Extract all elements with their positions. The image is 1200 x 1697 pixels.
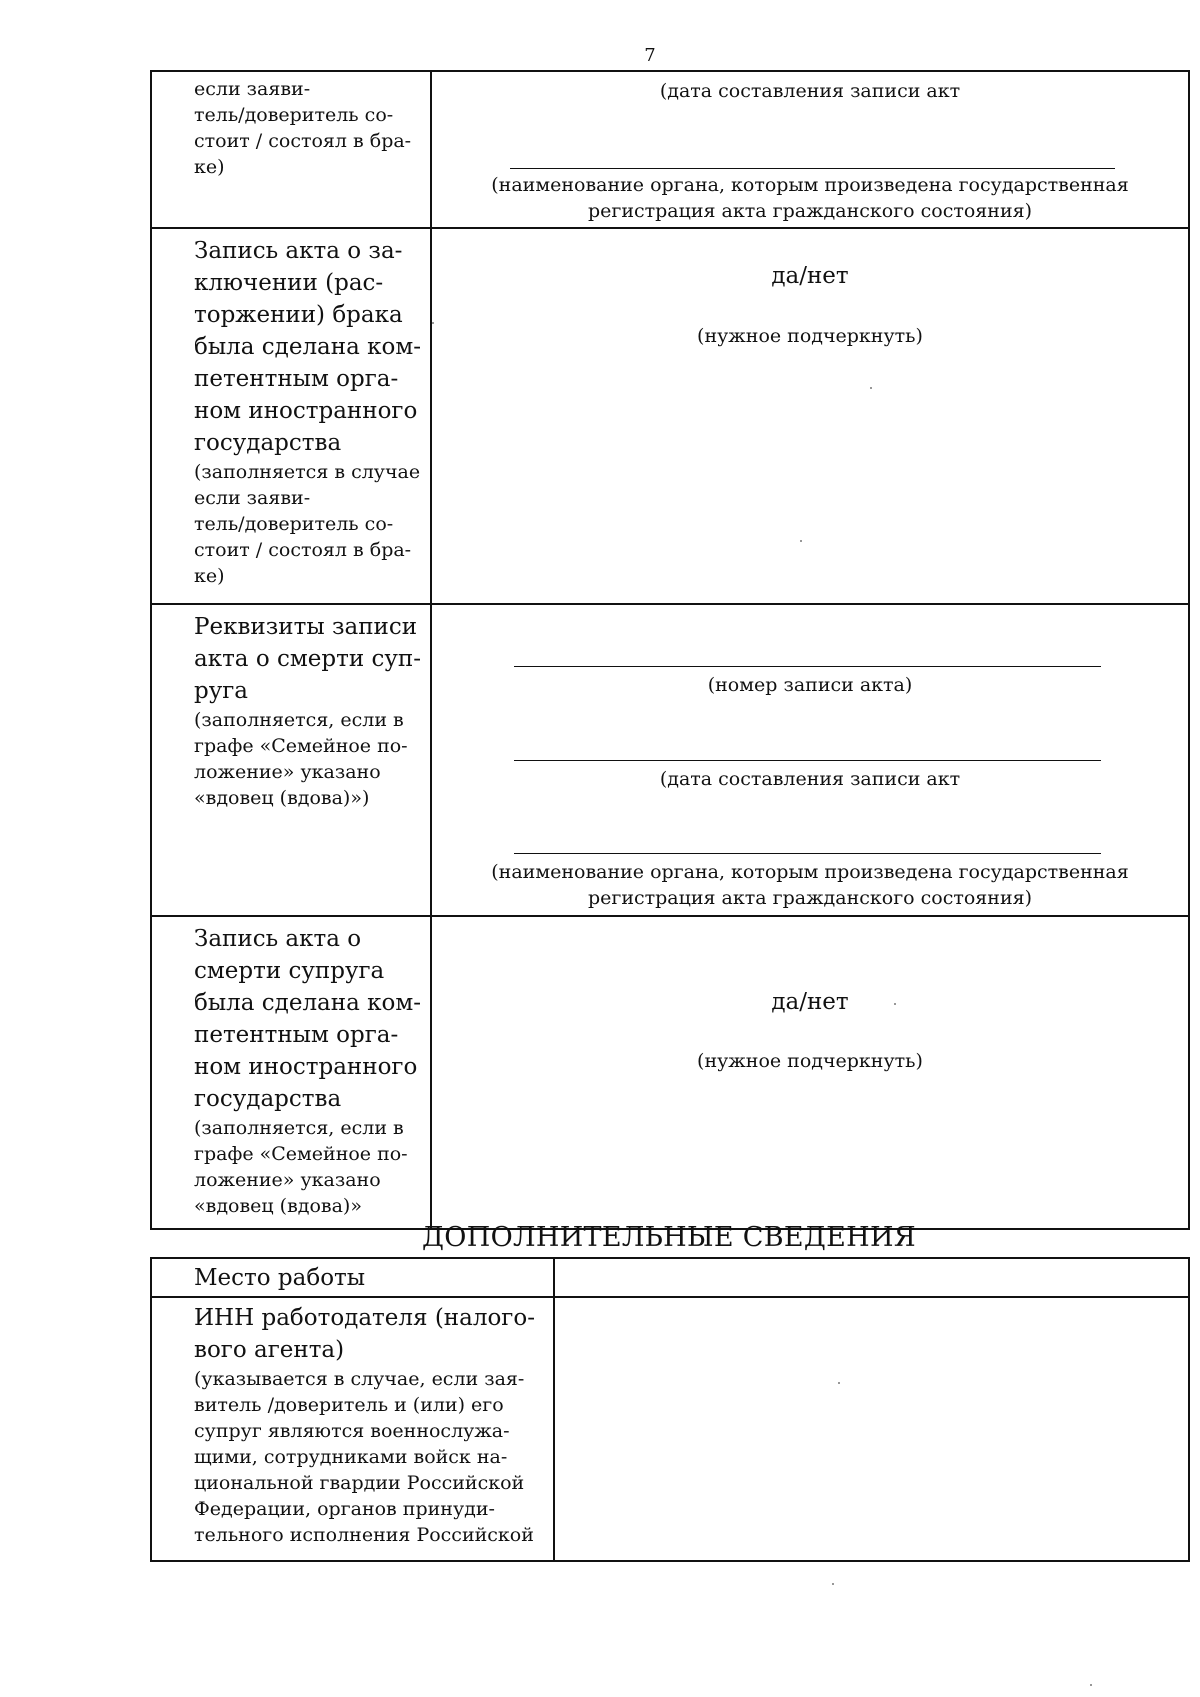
table-row-spouse-death-record-foreign	[152, 917, 1188, 1228]
label-note-line: (заполняется, если в	[194, 1117, 404, 1139]
label-line: акта о смерти суп-	[194, 646, 421, 672]
label-note-line: графе «Семейное по-	[194, 735, 408, 757]
label-note-line: Федерации, органов принуди-	[194, 1498, 495, 1520]
label-line: была сделана ком-	[194, 990, 422, 1016]
label-note-line: тельного исполнения Российской	[194, 1524, 534, 1546]
row-value	[432, 917, 1188, 1228]
scan-speck	[838, 1382, 840, 1384]
label-line: вого агента)	[194, 1337, 345, 1363]
label-line: Запись акта о за-	[194, 238, 403, 264]
label-note-line: тель/доверитель со-	[194, 513, 394, 535]
yes-no-option[interactable]: да/нет	[771, 989, 849, 1015]
scan-speck	[832, 1583, 834, 1585]
act-date-caption: (дата составления записи акт	[659, 80, 961, 102]
label-line: государства	[194, 1086, 342, 1112]
label-line: Реквизиты записи	[194, 614, 418, 640]
label-line: ном иностранного	[194, 398, 418, 424]
label-note-line: ложение» указано	[194, 1169, 381, 1191]
label-note-line: если заяви-	[194, 487, 311, 509]
authority-caption-line: (наименование органа, которым произведена государственная	[491, 861, 1129, 883]
label-line: смерти супруга	[194, 958, 385, 984]
label-note-line: (указывается в случае, если зая-	[194, 1368, 525, 1390]
label-line: ном иностранного	[194, 1054, 418, 1080]
label-note-line: (заполняется, если в	[194, 709, 404, 731]
authority-caption-line: регистрация акта гражданского состояния)	[587, 200, 1033, 222]
table-row-marriage-record-details	[152, 72, 1188, 229]
label-note-line: «вдовец (вдова)»)	[194, 787, 370, 809]
scan-speck	[870, 387, 872, 389]
additional-info-table	[150, 1257, 1190, 1562]
label-line: Запись акта о	[194, 926, 362, 952]
record-number-caption: (номер записи акта)	[707, 674, 913, 696]
label-note-line: стоит / состоял в бра-	[194, 539, 412, 561]
scan-speck	[1090, 1684, 1092, 1686]
label-line: ключении (рас-	[194, 270, 384, 296]
label-line: государства	[194, 430, 342, 456]
label-note-line: ложение» указано	[194, 761, 381, 783]
label-line: петентным орга-	[194, 1022, 399, 1048]
label-note-line: ке)	[194, 156, 225, 178]
authority-name-field[interactable]	[510, 168, 1115, 169]
label-note-line: щими, сотрудниками войск на-	[194, 1446, 508, 1468]
row-value	[432, 72, 1188, 227]
label-note-line: (заполняется в случае	[194, 461, 421, 483]
label-line: руга	[194, 678, 249, 704]
label-line: Место работы	[194, 1265, 366, 1291]
workplace-value-field[interactable]	[555, 1259, 1188, 1296]
table-row-workplace	[152, 1259, 1188, 1298]
scan-speck	[800, 540, 802, 542]
label-note-line: витель /доверитель и (или) его	[194, 1394, 504, 1416]
scan-speck	[894, 1003, 896, 1005]
label-note-line: супруг являются военнослужа-	[194, 1420, 510, 1442]
record-date-field[interactable]	[514, 760, 1101, 761]
label-line: торжении) брака	[194, 302, 403, 328]
label-note-line: тель/доверитель со-	[194, 104, 394, 126]
record-date-caption: (дата составления записи акт	[659, 768, 961, 790]
authority-caption-line: (наименование органа, которым произведена государственная	[491, 174, 1129, 196]
label-line: была сделана ком-	[194, 334, 422, 360]
label-line: ИНН работодателя (налого-	[194, 1305, 535, 1331]
yes-no-option[interactable]: да/нет	[771, 263, 849, 289]
table-row-marriage-record-foreign	[152, 229, 1188, 605]
underline-hint: (нужное подчеркнуть)	[697, 325, 923, 347]
page-number: 7	[644, 45, 656, 66]
authority-name-field[interactable]	[514, 853, 1101, 854]
label-note-line: если заяви-	[194, 78, 311, 100]
marital-info-table	[150, 70, 1190, 1230]
label-note-line: «вдовец (вдова)»	[194, 1195, 362, 1217]
label-note-line: графе «Семейное по-	[194, 1143, 408, 1165]
authority-caption-line: регистрация акта гражданского состояния)	[587, 887, 1033, 909]
label-note-line: стоит / состоял в бра-	[194, 130, 412, 152]
row-value	[432, 229, 1188, 603]
scan-speck	[432, 322, 434, 324]
table-row-employer-inn	[152, 1298, 1188, 1560]
employer-inn-value-field[interactable]	[555, 1298, 1188, 1560]
label-line: петентным орга-	[194, 366, 399, 392]
underline-hint: (нужное подчеркнуть)	[697, 1050, 923, 1072]
label-note-line: ке)	[194, 565, 225, 587]
row-value	[432, 605, 1188, 915]
label-note-line: циональной гвардии Российской	[194, 1472, 525, 1494]
record-number-field[interactable]	[514, 666, 1101, 667]
section-title: ДОПОЛНИТЕЛЬНЫЕ СВЕДЕНИЯ	[422, 1222, 916, 1253]
table-row-spouse-death-record-details	[152, 605, 1188, 917]
